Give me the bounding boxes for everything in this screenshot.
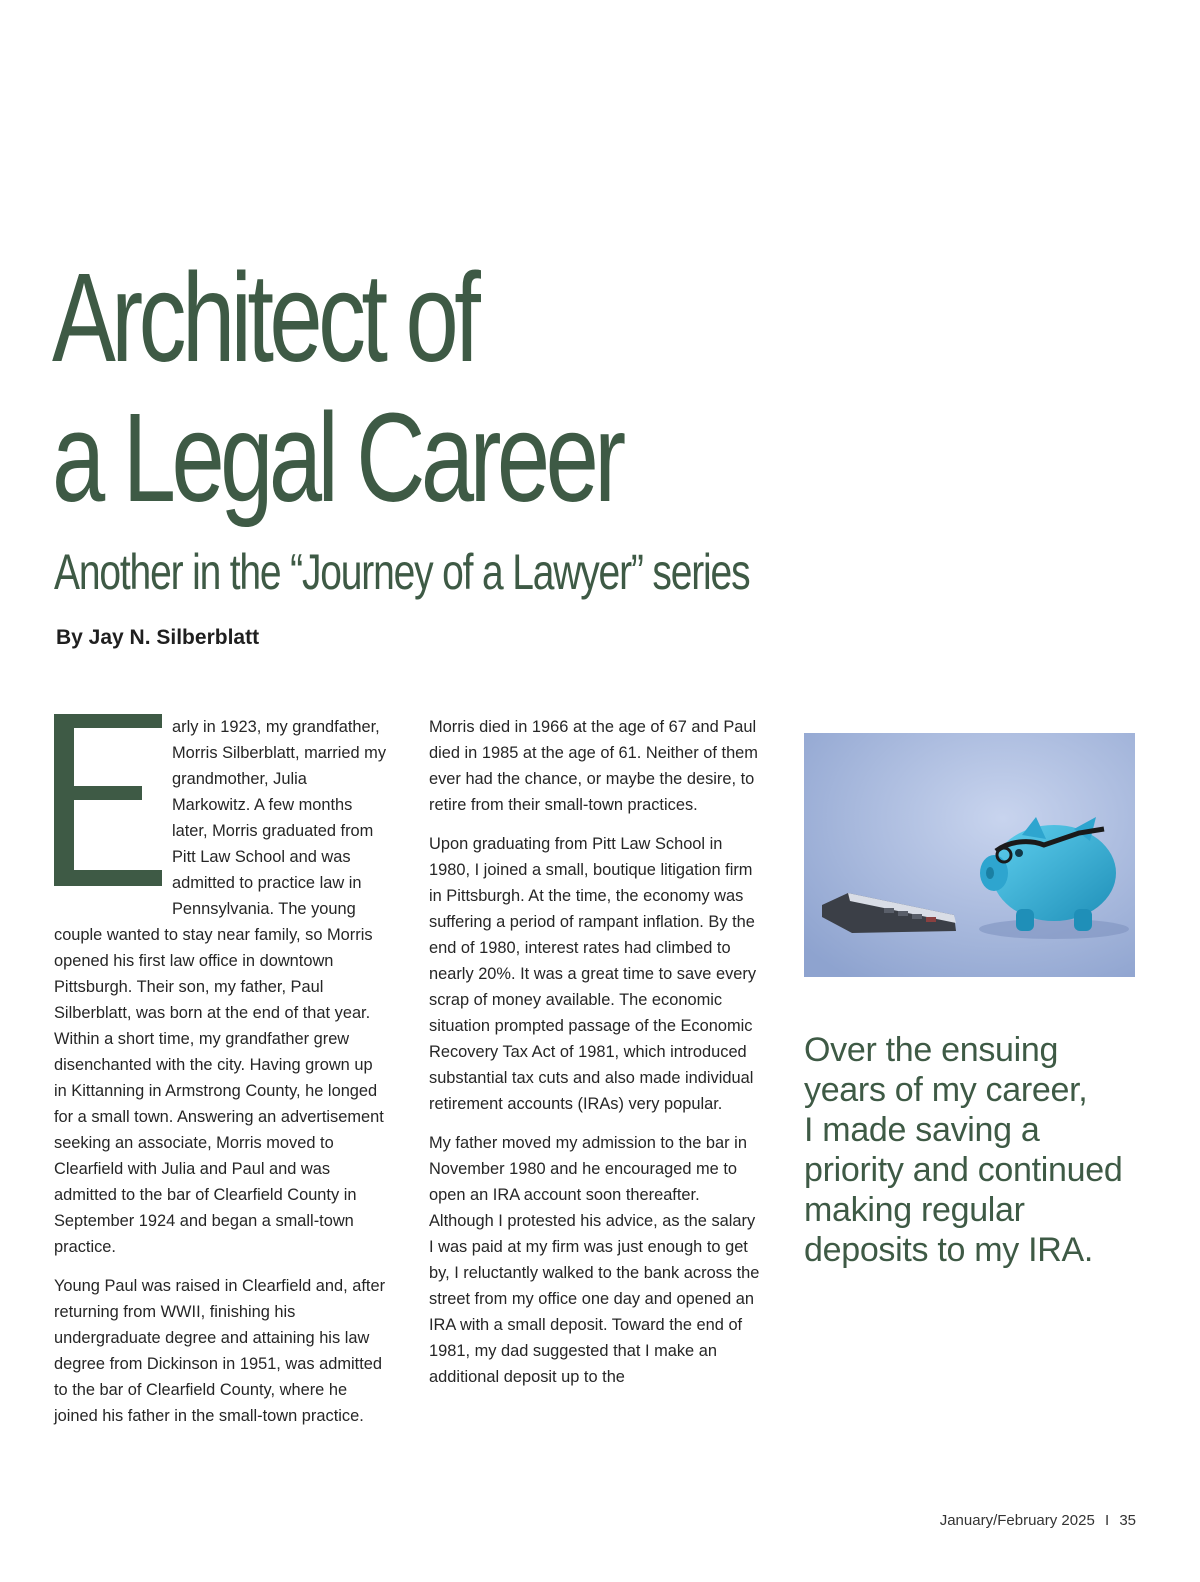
paragraph-3: Morris died in 1966 at the age of 67 and Paul died in 1985 at the age of 61. Neither of them ever had the chance, or maybe the desire, to retire from their small-town practices. (429, 718, 758, 814)
title-line-2: a Legal Career (52, 387, 622, 528)
pull-quote-line: I made saving a (804, 1111, 1040, 1149)
footer-separator: I (1104, 1512, 1110, 1529)
paragraph-1 (54, 714, 388, 1260)
article-subtitle: Another in the “Journey of a Lawyer” series (54, 544, 750, 600)
article-title (52, 248, 622, 528)
page-number: 35 (1119, 1512, 1136, 1529)
paragraph-1-text: arly in 1923, my grandfather, Morris Silberblatt, married my grandmother, Julia Markowitz. A few months later, Morris graduated from Pitt Law School and was admitted to practice law in Pennsylvania. The young couple wanted to stay near family, so Morris opened his first law office in downtown Pittsburgh. Their son, my father, Paul Silberblatt, was born at the end of that year. Within a short time, my grandfather grew disenchanted with the city. Having grown up in Kittanning in Armstrong County, he longed for a small town. Answering an advertisement seeking an associate, Morris moved to Clearfield with Julia and Paul and was admitted to the bar of Clearfield County in September 1924 and began a small-town practice. (54, 718, 387, 1256)
pull-quote-line: Over the ensuing (804, 1031, 1059, 1069)
piggy-bank-photo (804, 733, 1135, 977)
paragraph-5: My father moved my admission to the bar in November 1980 and he encouraged me to open an IRA account soon thereafter. Although I protested his advice, as the salary I was paid at my firm was just enough to get by, I reluctantly walked to the bank across the street from my office one day and opened an IRA with a small deposit. Toward the end of 1981, my dad suggested that I make an additional deposit up to the (429, 1134, 760, 1386)
pull-quote (804, 1030, 1144, 1270)
paragraph-4: Upon graduating from Pitt Law School in 1980, I joined a small, boutique litigation firm in Pittsburgh. At the time, the economy was suffering a period of rampant inflation. By the end of 1980, interest rates had climbed to nearly 20%. It was a great time to save every scrap of money available. The economic situation prompted passage of the Economic Recovery Tax Act of 1981, which introduced substantial tax cuts and also made individual retirement accounts (IRAs) very popular. (429, 835, 757, 1113)
page-footer (940, 1512, 1136, 1529)
pull-quote-line: priority and continued (804, 1151, 1123, 1189)
article-column-1 (54, 714, 388, 1442)
pull-quote-line: years of my career, (804, 1071, 1088, 1109)
paragraph-2: Young Paul was raised in Clearfield and, after returning from WWII, finishing his undergraduate degree and attaining his law degree from Dickinson in 1951, was admitted to the bar of Clearfield County, where he joined his father in the small-town practice. (54, 1277, 386, 1425)
drop-cap (54, 714, 170, 897)
drop-cap-letter-e (54, 714, 164, 886)
issue-date: January/February 2025 (939, 1512, 1095, 1529)
pull-quote-line: deposits to my IRA. (804, 1231, 1094, 1269)
piggy-bank-icon (804, 733, 1135, 977)
title-line-1: Architect of (52, 247, 477, 388)
article-column-2 (429, 714, 764, 1403)
byline: By Jay N. Silberblatt (56, 626, 260, 649)
pull-quote-line: making regular (804, 1191, 1025, 1229)
